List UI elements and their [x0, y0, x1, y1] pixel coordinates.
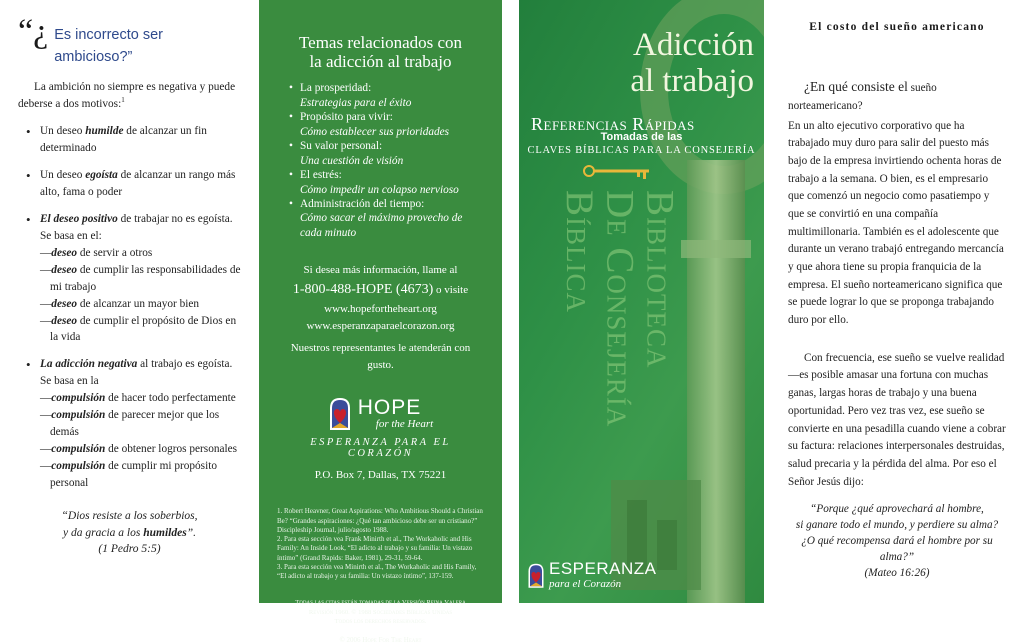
copyright-notice: Todas las citas están tomadas de la Versión Reina Valera Revisión 1960. © 1988 Sociedades Bíblicas Unidas Todos los derechos reservados.	[295, 598, 466, 626]
quick-references-title: Referencias Rápidas	[531, 114, 695, 134]
paragraph: Con frecuencia, ese sueño se vuelve realidad—es posible amasar una fortuna con muchas ganas, largas horas de trabajo y una buena oportunidad. Pero vez tras vez, ese sueño se convierte en una pesadilla cuando viene a cobrar su factura: relaciones interpersonales destruidas, salud precaria y la pérdida del alma. Por eso el Señor Jesús dijo:	[788, 351, 1006, 488]
footnotes	[277, 507, 484, 581]
list-item: —compulsión de obtener logros personales	[40, 443, 238, 456]
list-item: —compulsión de hacer todo perfectamente	[40, 392, 236, 405]
subtitle-keys: CLAVES BÍBLICAS PARA LA CONSEJERÍA	[527, 145, 756, 156]
library-vertical-title: Biblioteca De Consejería Bíblica	[558, 190, 682, 428]
panel-ambition	[0, 0, 255, 622]
bible-quote: “Dios resiste a los soberbios, y da gracia a los humildes”. (1 Pedro 5:5)	[61, 509, 198, 556]
list-item: —deseo de servir a otros	[40, 246, 153, 259]
question-title: Es incorrecto ser ambicioso?”	[54, 27, 163, 65]
list-item: • Su valor personal: Una cuestión de visión	[289, 139, 484, 168]
list-item: —compulsión de parecer mejor que los demás	[40, 409, 220, 439]
esperanza-logo: ESPERANZA para el Corazón	[527, 560, 656, 590]
list-item: • El estrés: Cómo impedir un colapso nervioso	[289, 168, 484, 197]
panel-american-dream	[778, 0, 1024, 622]
negative-addiction: • La adicción negativa al trabajo es egoísta. Se basa en la —compulsión de hacer todo perfectamente —compulsión de parecer mejor que los demás —compulsión de obtener logros personales —compulsión de cumplir mi propósito personal	[18, 356, 241, 492]
list-item: —deseo de alcanzar un mayor bien	[40, 297, 200, 310]
panel-related-topics	[259, 0, 502, 644]
lead-question: ¿En qué consiste el sueño norteamericano?	[788, 79, 937, 112]
footnote: 1. Robert Heavner, Great Aspirations: Who Ambitious Should a Christian Be? “Grandes aspiraciones: ¿Qué tan ambicioso debe ser un cristiano?” Discipleship Journal, julio/agosto 1988.	[277, 507, 483, 534]
bible-quote: “Porque ¿qué aprovechará al hombre, si ganare todo el mundo, y perdiere su alma? ¿O qué recompensa dará el hombre por su alma?” (Mateo 16:26)	[795, 503, 999, 579]
copyright-year: © 2006 Hope For The Heart	[339, 636, 422, 644]
list-item: • Propósito para vivir: Cómo establecer sus prioridades	[289, 110, 484, 139]
contact-info: Si desea más información, llame al 1-800-488-HOPE (4673) o visite www.hopefortheheart.org www.esperanzaparaelcorazon.org Nuestros representantes le atenderán con gusto.	[277, 262, 484, 374]
inverted-question-mark: “¿	[18, 13, 49, 50]
gold-key-icon	[584, 166, 649, 179]
topics-list	[289, 81, 484, 240]
website-link[interactable]: www.hopefortheheart.org	[324, 303, 437, 316]
hope-logo: HOPE for the Heart	[277, 396, 484, 430]
phone-number: 1-800-488-HOPE (4673)	[292, 282, 434, 298]
section-header: El costo del sueño americano	[809, 21, 985, 33]
intro-text: La ambición no siempre es negativa y puede deberse a dos motivos:$^1$	[18, 80, 236, 111]
panel-cover	[519, 0, 764, 603]
positive-desire: • El deseo positivo de trabajar no es egoísta. Se basa en el: —deseo de servir a otros —deseo de cumplir las responsabilidades de mi trabajo —deseo de alcanzar un mayor bien —deseo de cumplir el propósito de Dios en la vida	[18, 211, 241, 347]
list-item: —deseo de cumplir las responsabilidades de mi trabajo	[40, 263, 241, 293]
po-box: P.O. Box 7, Dallas, TX 75221	[314, 469, 447, 482]
list-item: • Un deseo egoísta de alcanzar un rango más alto, fama o poder	[18, 167, 241, 201]
stained-glass-heart-icon	[527, 560, 545, 590]
subtitle-taken-from: Tomadas de las	[600, 131, 683, 143]
paragraph: En un alto ejecutivo corporativo que ha trabajado muy duro para salir del puesto más bajo de la empresa invirtiendo ochenta horas de trabajo a la semana. O bien, es el empresario que comenzó un negocio como pasatiempo y que se convirtió en una compañía multimillonaria. También es el adolescente que durante un verano trabajó entregando mercancía y que ahora tiene su propia franquicia de la empresa. El sueño norteamericano significa que se puede lograr lo que se proponga trabajando duro por ello.	[788, 119, 1004, 327]
question-heading	[18, 13, 241, 69]
cover-title: Adicción al trabajo	[630, 27, 754, 99]
footnote: 2. Para esta sección vea Frank Minirth et al., The Workaholic and His Family: An Inside Look, “El adicto al trabajo y su familia: Un vistazo íntimo” (Grand Rapids: Baker, 1981), 29-31, 59-64.	[277, 535, 473, 562]
motives-list	[18, 123, 241, 492]
footnote: 3. Para esta sección vea Minirth et al., The Workaholic and His Family, “El adicto al trabajo y su familia: Un vistazo íntimo”, 137-159.	[277, 563, 477, 581]
esperanza-tagline: ESPERANZA PARA EL CORAZÓN	[310, 437, 451, 460]
list-item: —compulsión de cumplir mi propósito personal	[40, 460, 217, 489]
stained-glass-heart-icon	[328, 396, 352, 430]
related-topics-title: Temas relacionados con la adicción al trabajo	[298, 33, 463, 71]
list-item: —deseo de cumplir el propósito de Dios en la vida	[40, 314, 237, 344]
list-item: • Administración del tiempo: Cómo sacar el máximo provecho de cada minuto	[289, 197, 484, 240]
list-item: • Un deseo humilde de alcanzar un fin determinado	[18, 123, 241, 157]
website-link[interactable]: www.esperanzaparaelcorazon.org	[306, 320, 455, 333]
list-item: • La prosperidad: Estrategias para el éxito	[289, 81, 484, 110]
